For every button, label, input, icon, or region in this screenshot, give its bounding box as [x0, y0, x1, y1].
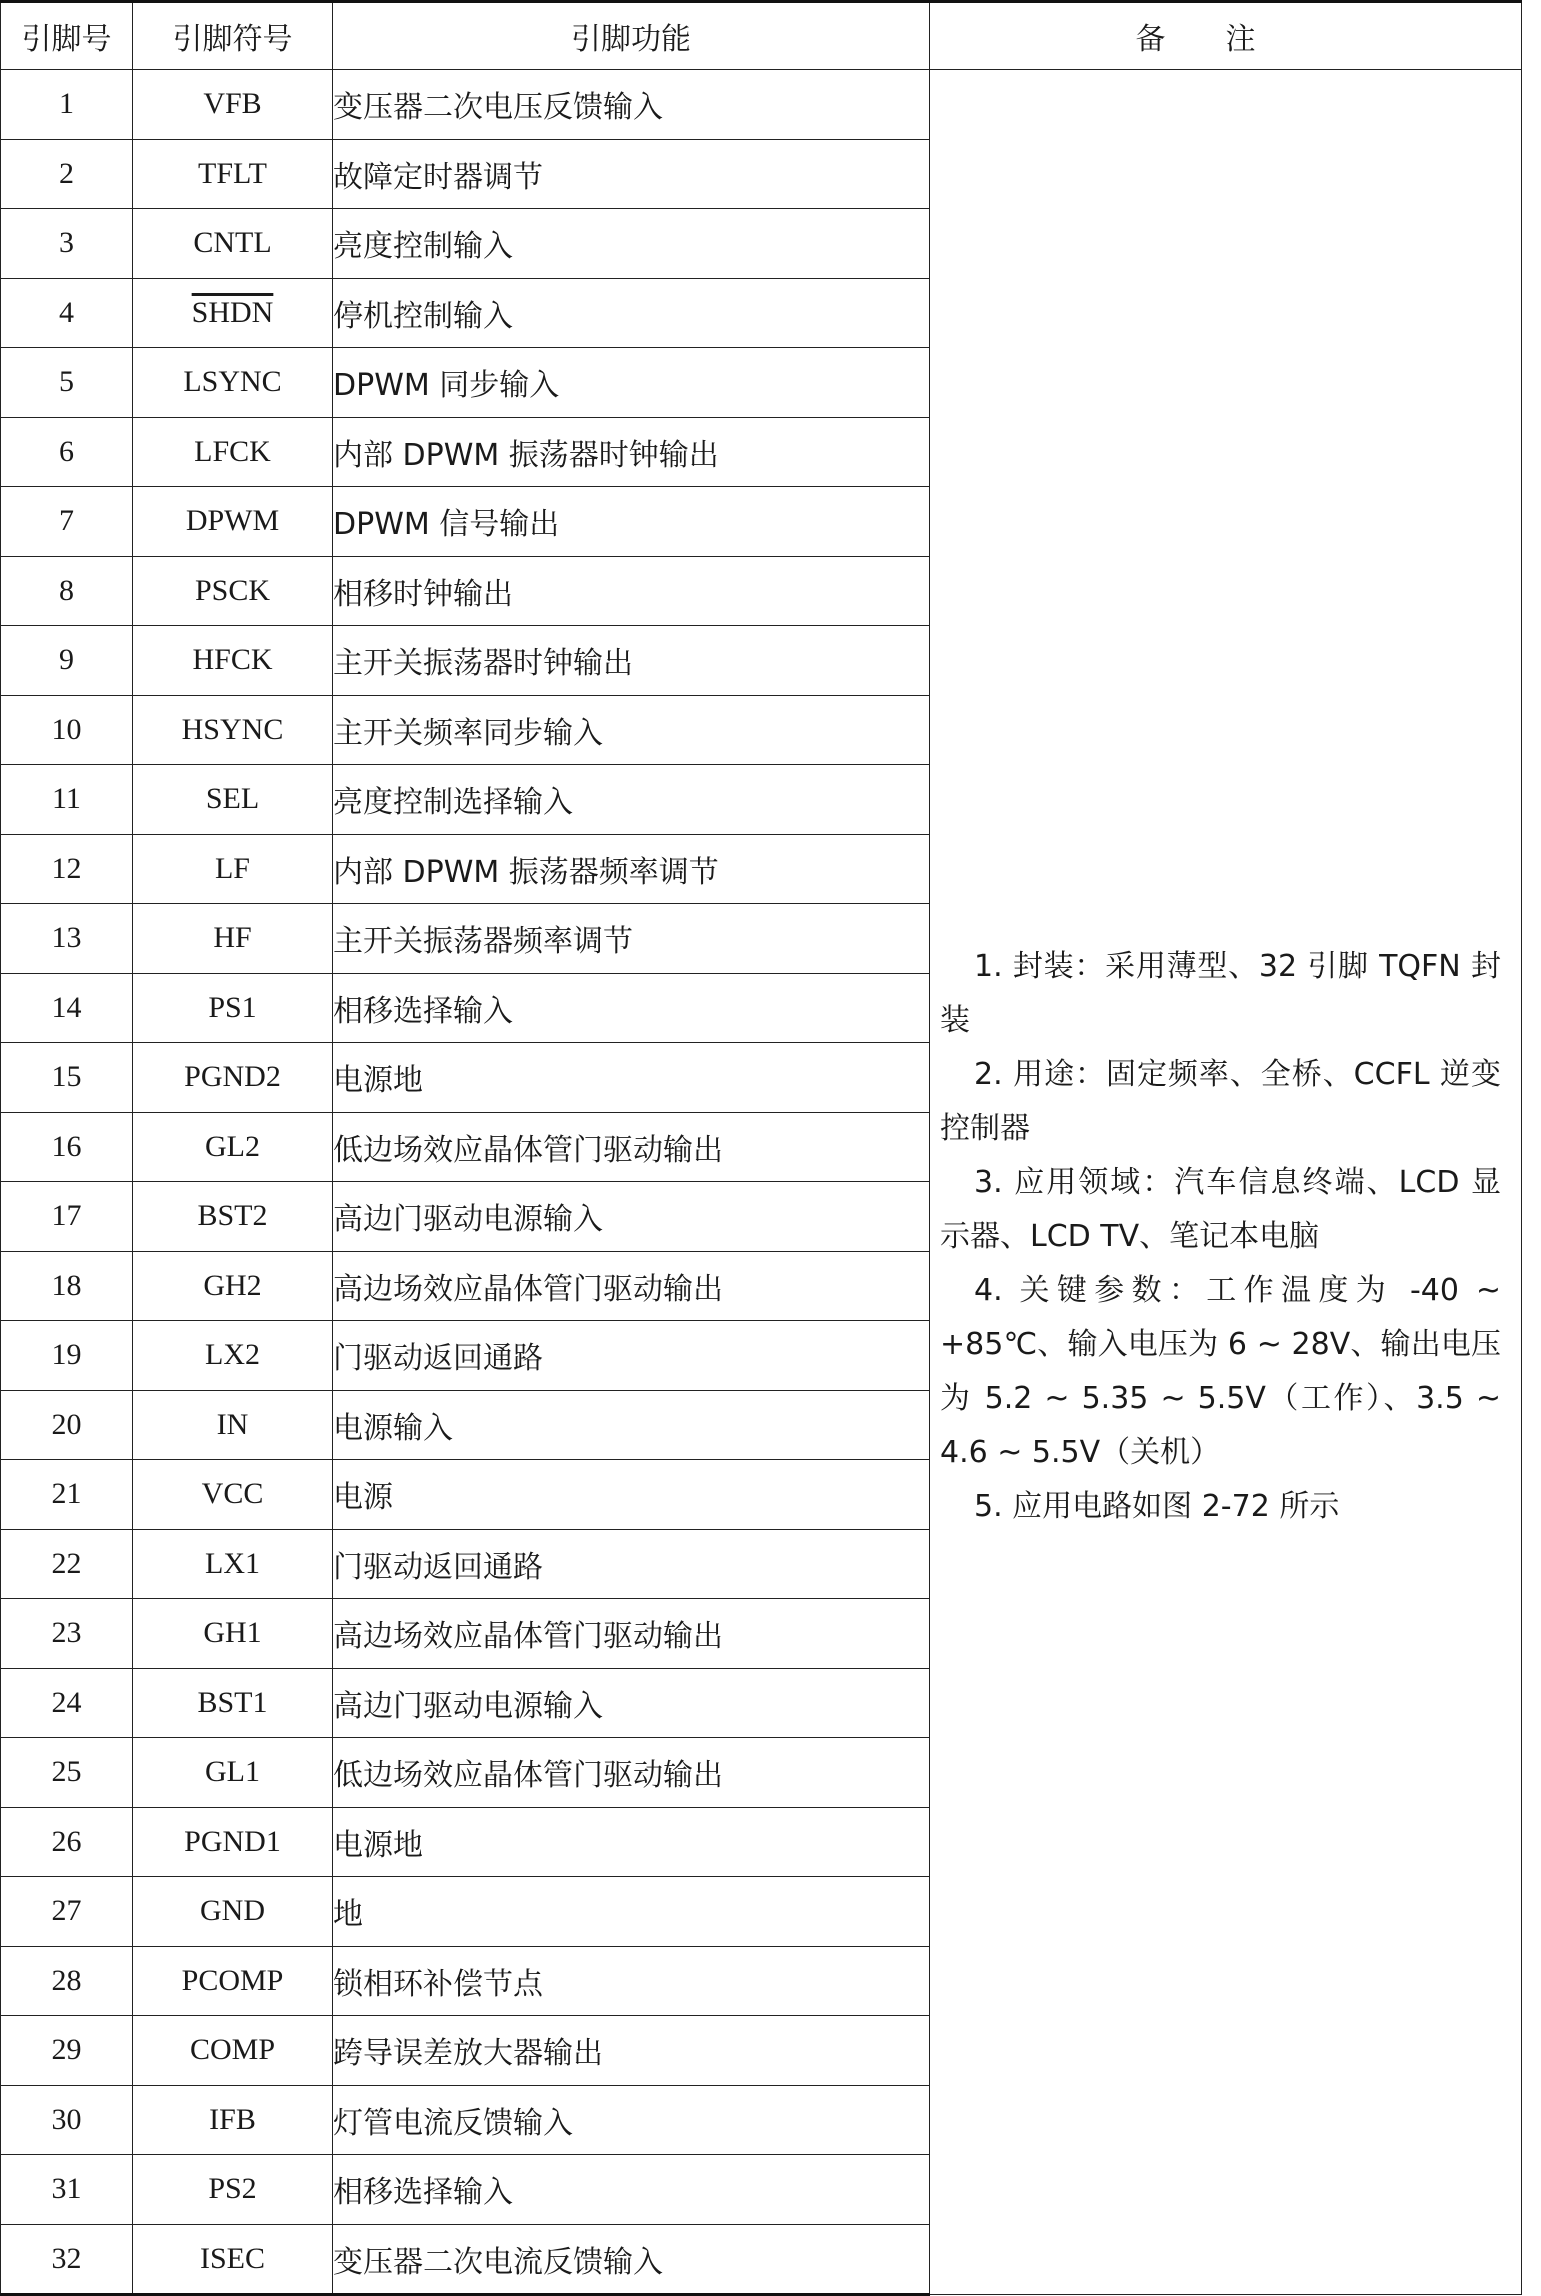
pin-function-cell: 内部 DPWM 振荡器时钟输出	[333, 417, 930, 487]
pin-number-cell: 22	[1, 1529, 133, 1599]
pin-function-cell: 变压器二次电流反馈输入	[333, 2224, 930, 2295]
pin-symbol-cell: VCC	[133, 1460, 333, 1530]
pin-symbol-cell: PCOMP	[133, 1946, 333, 2016]
pin-number-cell: 24	[1, 1668, 133, 1738]
header-pin-function: 引脚功能	[333, 2, 930, 70]
pin-symbol-cell: LX1	[133, 1529, 333, 1599]
remark-item: 1. 封装：采用薄型、32 引脚 TQFN 封装	[940, 949, 1501, 1038]
pin-number-cell: 1	[1, 70, 133, 140]
pin-symbol-cell: PS1	[133, 973, 333, 1043]
table-row	[1, 70, 1522, 140]
pin-function-cell: 电源地	[333, 1807, 930, 1877]
pin-symbol-cell: GL1	[133, 1738, 333, 1808]
pin-function-cell: DPWM 信号输出	[333, 487, 930, 557]
pin-symbol-cell: BST1	[133, 1668, 333, 1738]
pin-number-cell: 27	[1, 1877, 133, 1947]
pin-function-cell: 相移选择输入	[333, 2155, 930, 2225]
pin-function-cell: 高边门驱动电源输入	[333, 1182, 930, 1252]
pin-number-cell: 26	[1, 1807, 133, 1877]
remark-item: 4. 关键参数：工作温度为 -40 ~ +85℃、输入电压为 6 ~ 28V、输出电压为 5.2 ~ 5.35 ~ 5.5V（工作）、3.5 ~ 4.6 ~ 5.5V（关机）	[940, 1273, 1501, 1470]
pin-function-cell: 相移选择输入	[333, 973, 930, 1043]
pin-number-cell: 28	[1, 1946, 133, 2016]
pin-number-cell: 12	[1, 834, 133, 904]
pin-function-cell: 门驱动返回通路	[333, 1321, 930, 1391]
pin-symbol-cell: SEL	[133, 765, 333, 835]
pin-symbol-cell: LF	[133, 834, 333, 904]
pin-symbol-overlined: SHDN	[191, 295, 274, 329]
pin-number-cell: 6	[1, 417, 133, 487]
pin-function-cell: 灯管电流反馈输入	[333, 2085, 930, 2155]
pin-symbol-cell: GND	[133, 1877, 333, 1947]
pin-function-cell: 亮度控制选择输入	[333, 765, 930, 835]
pin-symbol-cell: GL2	[133, 1112, 333, 1182]
pin-symbol-cell: LFCK	[133, 417, 333, 487]
pin-function-cell: 变压器二次电压反馈输入	[333, 70, 930, 140]
pin-symbol-cell: IFB	[133, 2085, 333, 2155]
pin-symbol-cell: PGND1	[133, 1807, 333, 1877]
pin-number-cell: 23	[1, 1599, 133, 1669]
pin-number-cell: 11	[1, 765, 133, 835]
pin-number-cell: 21	[1, 1460, 133, 1530]
pin-number-cell: 20	[1, 1390, 133, 1460]
pin-number-cell: 18	[1, 1251, 133, 1321]
pin-function-cell: 地	[333, 1877, 930, 1947]
pin-function-cell: 锁相环补偿节点	[333, 1946, 930, 2016]
pin-function-cell: 主开关频率同步输入	[333, 695, 930, 765]
pin-function-cell: DPWM 同步输入	[333, 348, 930, 418]
pin-function-cell: 低边场效应晶体管门驱动输出	[333, 1738, 930, 1808]
header-row	[1, 2, 1522, 70]
remark-item: 2. 用途：固定频率、全桥、CCFL 逆变控制器	[940, 1057, 1501, 1146]
pin-symbol-cell: HFCK	[133, 626, 333, 696]
pin-number-cell: 13	[1, 904, 133, 974]
pin-function-cell: 电源输入	[333, 1390, 930, 1460]
pin-number-cell: 8	[1, 556, 133, 626]
header-pin-number: 引脚号	[1, 2, 133, 70]
pin-number-cell: 9	[1, 626, 133, 696]
pin-function-cell: 电源地	[333, 1043, 930, 1113]
pin-symbol-cell: LX2	[133, 1321, 333, 1391]
pin-number-cell: 15	[1, 1043, 133, 1113]
header-remarks: 备注	[930, 2, 1522, 70]
pin-number-cell: 10	[1, 695, 133, 765]
pin-function-cell: 故障定时器调节	[333, 139, 930, 209]
pin-number-cell: 7	[1, 487, 133, 557]
pin-symbol-cell: IN	[133, 1390, 333, 1460]
pin-number-cell: 2	[1, 139, 133, 209]
pin-number-cell: 3	[1, 209, 133, 279]
pin-number-cell: 29	[1, 2016, 133, 2086]
pin-function-cell: 电源	[333, 1460, 930, 1530]
header-pin-symbol: 引脚符号	[133, 2, 333, 70]
pin-number-cell: 5	[1, 348, 133, 418]
pin-symbol-cell: VFB	[133, 70, 333, 140]
pin-function-cell: 高边场效应晶体管门驱动输出	[333, 1251, 930, 1321]
pin-symbol-cell: PS2	[133, 2155, 333, 2225]
pin-function-cell: 跨导误差放大器输出	[333, 2016, 930, 2086]
pin-number-cell: 32	[1, 2224, 133, 2295]
pin-symbol-cell: BST2	[133, 1182, 333, 1252]
pin-number-cell: 14	[1, 973, 133, 1043]
pin-table-body	[1, 70, 1522, 2295]
pin-function-cell: 主开关振荡器时钟输出	[333, 626, 930, 696]
pin-symbol-cell: GH2	[133, 1251, 333, 1321]
pin-function-cell: 停机控制输入	[333, 278, 930, 348]
pin-number-cell: 17	[1, 1182, 133, 1252]
pin-symbol-cell: DPWM	[133, 487, 333, 557]
pin-symbol-cell: COMP	[133, 2016, 333, 2086]
pin-function-cell: 内部 DPWM 振荡器频率调节	[333, 834, 930, 904]
remarks-cell	[930, 70, 1522, 2295]
pin-symbol-cell	[133, 278, 333, 348]
pin-symbol-cell: HF	[133, 904, 333, 974]
pin-function-cell: 高边场效应晶体管门驱动输出	[333, 1599, 930, 1669]
pin-symbol-cell: LSYNC	[133, 348, 333, 418]
pin-function-cell: 亮度控制输入	[333, 209, 930, 279]
pin-symbol-cell: CNTL	[133, 209, 333, 279]
pin-number-cell: 4	[1, 278, 133, 348]
pin-number-cell: 19	[1, 1321, 133, 1391]
pin-symbol-cell: PSCK	[133, 556, 333, 626]
pin-function-cell: 相移时钟输出	[333, 556, 930, 626]
remark-item: 3. 应用领域：汽车信息终端、LCD 显示器、LCD TV、笔记本电脑	[940, 1165, 1501, 1254]
pin-number-cell: 25	[1, 1738, 133, 1808]
pin-function-cell: 门驱动返回通路	[333, 1529, 930, 1599]
pin-function-cell: 高边门驱动电源输入	[333, 1668, 930, 1738]
pin-function-cell: 低边场效应晶体管门驱动输出	[333, 1112, 930, 1182]
pin-symbol-cell: PGND2	[133, 1043, 333, 1113]
pin-symbol-cell: TFLT	[133, 139, 333, 209]
pin-symbol-cell: GH1	[133, 1599, 333, 1669]
pin-number-cell: 30	[1, 2085, 133, 2155]
pin-symbol-cell: ISEC	[133, 2224, 333, 2295]
remarks-text	[930, 70, 1521, 1534]
pin-number-cell: 31	[1, 2155, 133, 2225]
remark-item: 5. 应用电路如图 2-72 所示	[974, 1489, 1340, 1524]
pin-function-cell: 主开关振荡器频率调节	[333, 904, 930, 974]
pin-symbol-cell: HSYNC	[133, 695, 333, 765]
pin-number-cell: 16	[1, 1112, 133, 1182]
